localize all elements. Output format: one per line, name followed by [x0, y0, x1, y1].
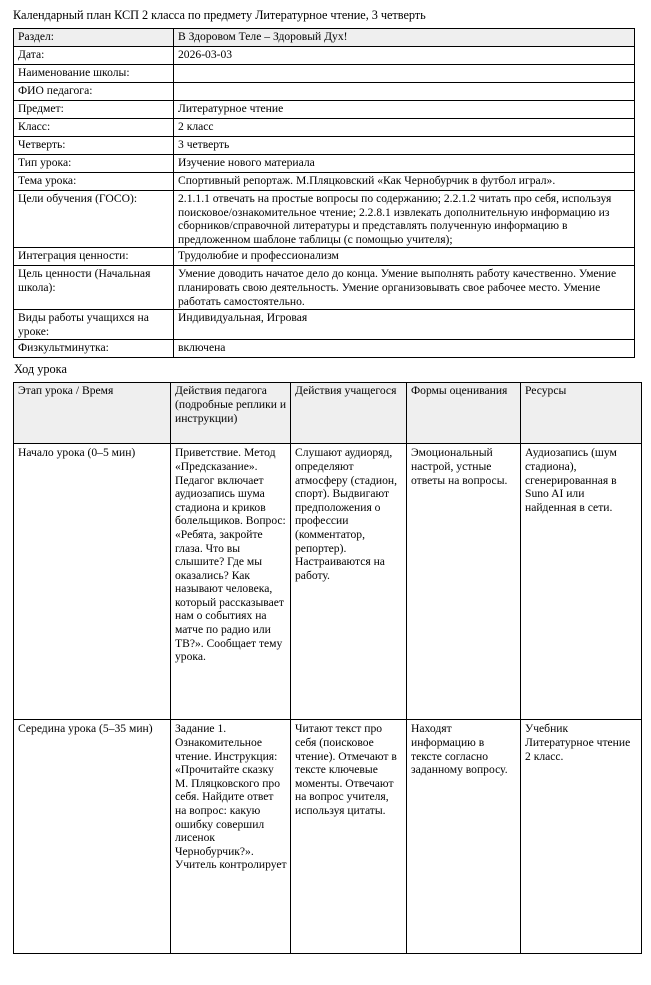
flow-assessment-cell: Находят информацию в тексте согласно заданному вопросу. [407, 720, 521, 954]
lesson-flow-label: Ход урока [14, 362, 67, 377]
table-row [14, 248, 635, 266]
info-row-value: Литературное чтение [174, 101, 635, 119]
lesson-flow-body [14, 444, 642, 954]
table-row [14, 155, 635, 173]
table-row [14, 83, 635, 101]
lesson-flow-header [14, 383, 642, 444]
column-header-resources: Ресурсы [521, 383, 642, 444]
table-row [14, 310, 635, 340]
info-row-value: 2026-03-03 [174, 47, 635, 65]
info-row-label: Раздел: [14, 29, 174, 47]
info-row-label: Дата: [14, 47, 174, 65]
table-row [14, 47, 635, 65]
info-row-value: Индивидуальная, Игровая [174, 310, 635, 340]
info-row-label: Цель ценности (Начальная школа): [14, 266, 174, 310]
page-title: Календарный план КСП 2 класса по предмету Литературное чтение, 3 четверть [13, 8, 426, 22]
info-row-label: Четверть: [14, 137, 174, 155]
flow-assessment-cell: Эмоциональный настрой, устные ответы на вопросы. [407, 444, 521, 720]
table-row [14, 119, 635, 137]
info-row-value: 2.1.1.1 отвечать на простые вопросы по содержанию; 2.2.1.2 читать про себя, используя поисковое/ознакомительное чтение; 2.2.8.1 извлекать дополнительную информацию из сборников/справочной литературы и представлять полученную информацию в предложенном шаблоне таблицы (с помощью учителя); [174, 191, 635, 248]
column-header-stage: Этап урока / Время [14, 383, 171, 444]
table-row [14, 340, 635, 358]
lesson-info-table [13, 28, 635, 358]
info-row-value: включена [174, 340, 635, 358]
table-row [14, 29, 635, 47]
info-row-value [174, 65, 635, 83]
table-row [14, 444, 642, 720]
table-row [14, 65, 635, 83]
lesson-info-body [14, 29, 635, 358]
column-header-assessment: Формы оценивания [407, 383, 521, 444]
flow-teacher-actions-cell: Задание 1. Ознакомительное чтение. Инструкция: «Прочитайте сказку М. Пляцковского про себя. Найдите ответ на вопрос: какую ошибку совершил лисенок Чернобурчик?». Учитель контролирует [171, 720, 291, 954]
flow-resources-cell: Учебник Литературное чтение 2 класс. [521, 720, 642, 954]
info-row-value [174, 83, 635, 101]
table-row [14, 266, 635, 310]
info-row-label: Тема урока: [14, 173, 174, 191]
info-row-value: 3 четверть [174, 137, 635, 155]
info-row-label: Наименование школы: [14, 65, 174, 83]
info-row-value: Спортивный репортаж. М.Пляцковский «Как Чернобурчик в футбол играл». [174, 173, 635, 191]
table-row [14, 191, 635, 248]
column-header-student: Действия учащегося [291, 383, 407, 444]
flow-resources-cell: Аудиозапись (шум стадиона), сгенерированная в Suno AI или найденная в сети. [521, 444, 642, 720]
table-row [14, 137, 635, 155]
info-row-label: Предмет: [14, 101, 174, 119]
info-row-label: Цели обучения (ГОСО): [14, 191, 174, 248]
info-row-value: Изучение нового материала [174, 155, 635, 173]
flow-student-actions-cell: Слушают аудиоряд, определяют атмосферу (стадион, спорт). Выдвигают предположения о профессии (комментатор, репортер). Настраиваются на работу. [291, 444, 407, 720]
column-header-teacher: Действия педагога (подробные реплики и инструкции) [171, 383, 291, 444]
lesson-flow-table [13, 382, 642, 954]
table-row [14, 173, 635, 191]
info-row-value: Трудолюбие и профессионализм [174, 248, 635, 266]
info-row-label: Класс: [14, 119, 174, 137]
flow-student-actions-cell: Читают текст про себя (поисковое чтение). Отмечают в тексте ключевые моменты. Отвечают на вопрос учителя, используя цитаты. [291, 720, 407, 954]
info-row-label: Виды работы учащихся на уроке: [14, 310, 174, 340]
info-row-label: ФИО педагога: [14, 83, 174, 101]
table-header-row [14, 383, 642, 444]
flow-stage-cell: Начало урока (0–5 мин) [14, 444, 171, 720]
flow-stage-cell: Середина урока (5–35 мин) [14, 720, 171, 954]
info-row-value: В Здоровом Теле – Здоровый Дух! [174, 29, 635, 47]
info-row-value: Умение доводить начатое дело до конца. Умение выполнять работу качественно. Умение планировать свою деятельность. Умение организовывать свое рабочее место. Умение работать самостоятельно. [174, 266, 635, 310]
table-row [14, 101, 635, 119]
info-row-label: Физкультминутка: [14, 340, 174, 358]
info-row-label: Интеграция ценности: [14, 248, 174, 266]
flow-teacher-actions-cell: Приветствие. Метод «Предсказание». Педагог включает аудиозапись шума стадиона и криков болельщиков. Вопрос: «Ребята, закройте глаза. Что вы слышите? Где мы оказались? Как называют человека, который рассказывает нам о событиях на матче по радио или ТВ?». Сообщает тему урока. [171, 444, 291, 720]
info-row-value: 2 класс [174, 119, 635, 137]
table-row [14, 720, 642, 954]
info-row-label: Тип урока: [14, 155, 174, 173]
